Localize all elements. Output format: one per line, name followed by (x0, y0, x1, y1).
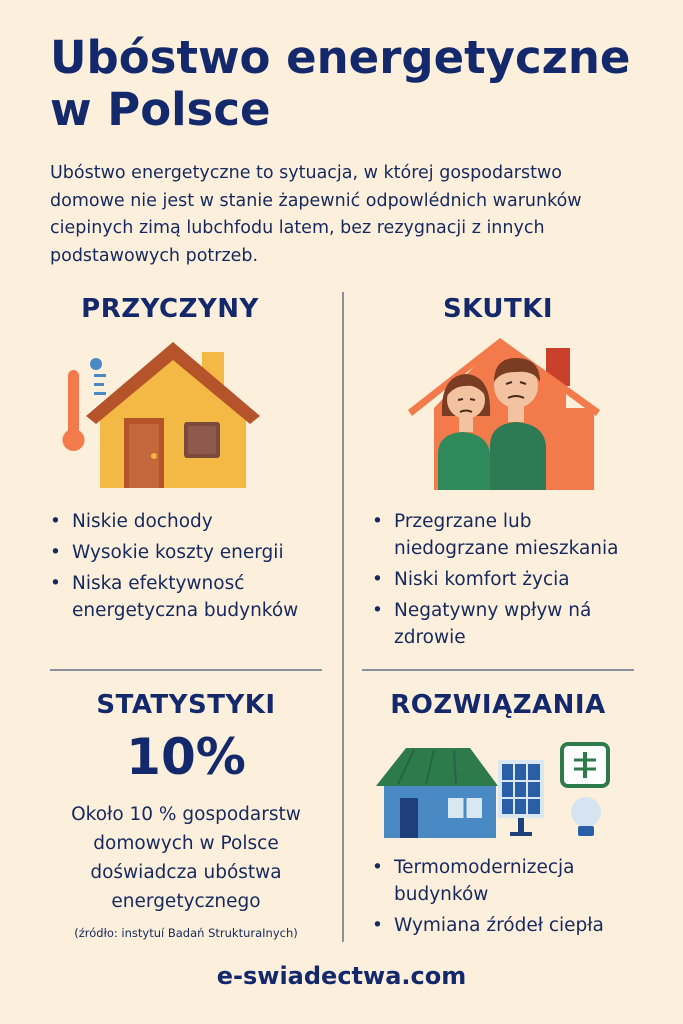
list-item: • Wymiana źródeł ciepła (372, 912, 652, 939)
unhappy-couple-house-icon (404, 336, 604, 492)
page-title (50, 32, 650, 136)
horizontal-divider-right (362, 669, 634, 671)
horizontal-divider-left (50, 669, 322, 671)
causes-list (50, 508, 330, 628)
list-item: • Wysokie koszty energii (50, 539, 330, 566)
house-solar-panel-heatpump-icon (374, 740, 616, 842)
list-item: • Niskie dochody (50, 508, 330, 535)
list-item: • Niski komfort życia (372, 566, 652, 593)
statistic-source: (źródło: instytuí Badań StrukturaInych) (74, 926, 298, 940)
statistic-big-number: 10% (126, 728, 246, 786)
list-item: • Negatywny wpływ ná zdrowie (372, 597, 652, 651)
intro-paragraph: Ubóstwo energetyczne to sytuacja, w której gospodarstwo domowe nie jest w stanie żapewnić odpowlédnich warunków ciepinych zimą lubchfodu latem, bez rezygnacji z innych podstawowych potrzeb. (50, 163, 582, 266)
solutions-heading: ROZWIĄZANIA (390, 690, 606, 720)
house-thermometer-icon (60, 338, 270, 493)
list-item: • Termomodernizecja budynków (372, 854, 652, 908)
footer-website: e-swiadectwa.com (216, 962, 467, 990)
list-item: • Przegrzane lub niedogrzane mieszkania (372, 508, 652, 562)
title-line-2: w Polsce (50, 83, 271, 136)
title-line-1: Ubóstwo energetyczne (50, 31, 631, 84)
effects-list (372, 508, 652, 655)
statistics-heading: STATYSTYKI (96, 690, 276, 720)
list-item: • Niska efektywnosć energetyczna budynków (50, 570, 330, 624)
statistic-text: Około 10 % gospodarstw domowych w Polsce doświadcza ubóstwa energetycznego (71, 804, 301, 912)
effects-heading: SKUTKI (442, 294, 554, 324)
causes-heading: PRZYCZYNY (81, 294, 259, 324)
vertical-divider (342, 292, 344, 942)
solutions-list (372, 854, 652, 943)
